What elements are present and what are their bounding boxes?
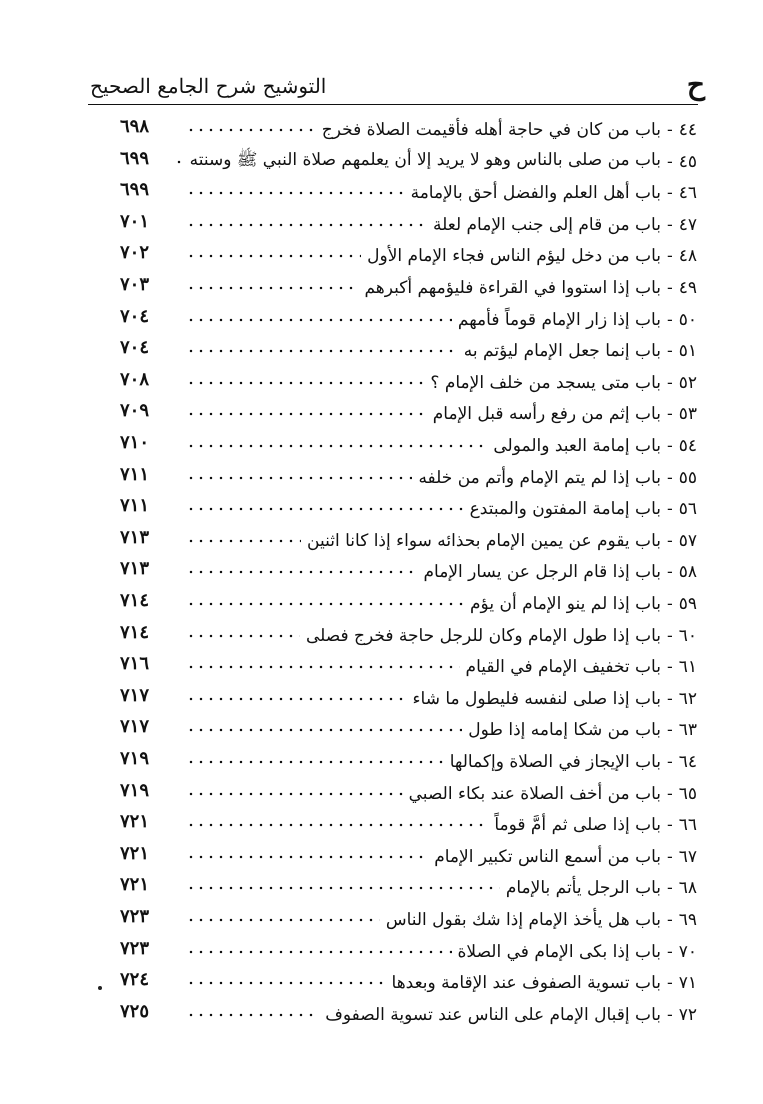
toc-page-number: ٧٢٥ bbox=[120, 1000, 150, 1022]
toc-entry-number: ٦٥ bbox=[678, 783, 697, 804]
toc-entry-number: ٤٥ bbox=[678, 151, 697, 172]
toc-entry-dash: - bbox=[666, 910, 673, 930]
toc-leader-dots bbox=[186, 599, 464, 609]
toc-page-number: ٧٠٢ bbox=[120, 242, 150, 264]
toc-entry-title: باب إثم من رفع رأسه قبل الإمام bbox=[432, 404, 661, 425]
toc-entry bbox=[0, 620, 763, 652]
toc-page-number: ٧١٩ bbox=[120, 779, 150, 801]
toc-entry-title: باب من صلى بالناس وهو لا يريد إلا أن يعلمهم صلاة النبي ﷺ وسنته bbox=[189, 150, 661, 171]
toc-entry-dash: - bbox=[666, 278, 673, 298]
toc-entry-number: ٥٨ bbox=[678, 562, 697, 583]
toc-entry-dash: - bbox=[666, 183, 673, 204]
toc-entry-line bbox=[180, 114, 697, 146]
toc-page-number: ٧٠١ bbox=[120, 210, 150, 232]
toc-page-number: ٦٩٩ bbox=[120, 147, 150, 169]
stray-mark bbox=[98, 986, 102, 990]
toc-entry-line bbox=[180, 556, 697, 588]
toc-entry-title: باب إذا استووا في القراءة فليؤمهم أكبرهم bbox=[364, 278, 661, 298]
toc-leader-dots bbox=[186, 441, 487, 451]
toc-entry-number: ٤٧ bbox=[678, 214, 697, 235]
toc-leader-dots bbox=[186, 536, 301, 546]
toc-entry-title: باب من شكا إمامه إذا طول bbox=[468, 720, 661, 741]
toc-entry bbox=[0, 683, 763, 715]
toc-entry-line bbox=[180, 146, 697, 178]
toc-page-number: ٧٢١ bbox=[120, 874, 150, 896]
toc-entry-dash: - bbox=[666, 720, 673, 741]
toc-leader-dots bbox=[186, 757, 444, 767]
toc-page-number: ٧١٣ bbox=[120, 558, 150, 580]
toc-entry-dash: - bbox=[666, 846, 673, 867]
toc-entry-number: ٦١ bbox=[678, 657, 697, 678]
toc-leader-dots bbox=[186, 947, 452, 957]
toc-entry-line bbox=[180, 335, 697, 367]
toc-entry-number: ٦٦ bbox=[678, 815, 697, 836]
toc-leader-dots bbox=[186, 1010, 319, 1020]
toc-entry-dash: - bbox=[666, 341, 673, 362]
toc-page-number: ٧١٩ bbox=[120, 748, 150, 769]
toc-entry-line bbox=[180, 872, 697, 904]
toc-entry-title: باب إذا لم ينو الإمام أن يؤم bbox=[470, 594, 661, 614]
toc-entry-dash: - bbox=[666, 783, 673, 804]
toc-entry-number: ٦٨ bbox=[678, 878, 697, 899]
toc-entry-number: ٤٦ bbox=[678, 183, 697, 204]
toc-leader-dots bbox=[174, 157, 184, 167]
toc-entry bbox=[0, 177, 763, 209]
header-rule bbox=[88, 104, 698, 105]
toc-leader-dots bbox=[186, 125, 316, 135]
toc-entry-number: ٥٣ bbox=[678, 404, 697, 425]
toc-entry-number: ٥٤ bbox=[678, 436, 697, 456]
toc-leader-dots bbox=[186, 188, 405, 198]
toc-entry bbox=[0, 367, 763, 399]
toc-entry-title: باب إنما جعل الإمام ليؤتم به bbox=[463, 341, 661, 362]
toc-entry-line bbox=[180, 809, 697, 841]
toc-leader-dots bbox=[186, 631, 300, 641]
toc-entry-title: باب إذا زار الإمام قوماً فأمهم bbox=[457, 309, 661, 330]
toc-entry-number: ٤٤ bbox=[678, 120, 697, 140]
toc-entry-dash: - bbox=[666, 151, 673, 172]
toc-page-number: ٧١٠ bbox=[120, 432, 150, 453]
toc-entry-line bbox=[180, 620, 697, 652]
toc-page-number: ٦٩٩ bbox=[120, 179, 150, 201]
toc-entry-dash: - bbox=[666, 214, 673, 235]
toc-entry-dash: - bbox=[666, 688, 673, 709]
toc-entry bbox=[0, 841, 763, 873]
toc-entry-number: ٧٢ bbox=[678, 1004, 697, 1025]
toc-leader-dots bbox=[186, 789, 403, 799]
toc-leader-dots bbox=[186, 567, 418, 577]
toc-entry bbox=[0, 904, 763, 936]
toc-leader-dots bbox=[186, 820, 488, 830]
toc-entry bbox=[0, 114, 763, 146]
toc-entry-line bbox=[180, 967, 697, 999]
toc-entry-title: باب أهل العلم والفضل أحق بالإمامة bbox=[410, 183, 661, 204]
toc-entry-dash: - bbox=[666, 120, 673, 140]
toc-entry-dash: - bbox=[666, 657, 673, 678]
toc-entry-line bbox=[180, 651, 697, 683]
toc-page-number: ٧٠٤ bbox=[120, 305, 150, 327]
page-letter: ح bbox=[686, 68, 705, 101]
toc-entry-title: باب إذا صلى لنفسه فليطول ما شاء bbox=[412, 688, 661, 709]
toc-entry-dash: - bbox=[666, 594, 673, 614]
toc-entry-dash: - bbox=[666, 246, 673, 267]
toc-leader-dots bbox=[186, 409, 427, 419]
toc-leader-dots bbox=[186, 315, 452, 325]
toc-entry bbox=[0, 967, 763, 999]
toc-page-number: ٧١٤ bbox=[120, 590, 150, 611]
toc-entry-line bbox=[180, 904, 697, 936]
toc-entry-number: ٧١ bbox=[678, 973, 697, 994]
toc-entry-title: باب إذا طول الإمام وكان للرجل حاجة فخرج فصلى bbox=[305, 625, 661, 646]
toc-entry-line bbox=[180, 525, 697, 557]
toc-leader-dots bbox=[186, 694, 407, 704]
toc-entry-line bbox=[180, 240, 697, 272]
toc-leader-dots bbox=[186, 220, 427, 230]
toc-entry-dash: - bbox=[666, 625, 673, 646]
toc-entry-title: باب الرجل يأتم بالإمام bbox=[505, 878, 661, 899]
toc-page-number: ٧٠٣ bbox=[120, 274, 150, 295]
toc-entry-line bbox=[180, 778, 697, 810]
toc-page-number: ٧٢٣ bbox=[120, 937, 150, 959]
toc-entry-number: ٥٧ bbox=[678, 530, 697, 551]
toc-leader-dots bbox=[186, 346, 458, 356]
toc-entry-line bbox=[180, 683, 697, 715]
toc-entry-dash: - bbox=[666, 752, 673, 772]
toc-entry bbox=[0, 525, 763, 557]
toc-entry bbox=[0, 430, 763, 462]
toc-entry-dash: - bbox=[666, 404, 673, 425]
toc-entry-line bbox=[180, 304, 697, 336]
toc-entry-dash: - bbox=[666, 878, 673, 899]
toc-entry bbox=[0, 209, 763, 241]
toc-entry-dash: - bbox=[666, 530, 673, 551]
toc-entry-dash: - bbox=[666, 815, 673, 836]
toc-entry-title: باب من كان في حاجة أهله فأقيمت الصلاة فخرج bbox=[321, 120, 661, 140]
toc-entry-dash: - bbox=[666, 372, 673, 393]
toc-entry-line bbox=[180, 272, 697, 304]
toc-entry-dash: - bbox=[666, 467, 673, 488]
toc-entry-title: باب هل يأخذ الإمام إذا شك بقول الناس bbox=[385, 910, 661, 930]
toc-entry bbox=[0, 746, 763, 778]
toc-page-number: ٧١١ bbox=[120, 463, 150, 485]
toc-entry-title: باب تخفيف الإمام في القيام bbox=[465, 657, 661, 678]
toc-entry-line bbox=[180, 367, 697, 399]
toc-entry-number: ٦٩ bbox=[678, 910, 697, 930]
toc-entry-line bbox=[180, 999, 697, 1031]
toc-entry bbox=[0, 714, 763, 746]
toc-entry-number: ٥٦ bbox=[678, 499, 697, 520]
toc-entry-line bbox=[180, 398, 697, 430]
toc-entry-title: باب إقبال الإمام على الناس عند تسوية الصفوف bbox=[325, 1004, 661, 1025]
toc-entry-title: باب من أسمع الناس تكبير الإمام bbox=[434, 846, 661, 867]
toc-entry bbox=[0, 493, 763, 525]
toc-leader-dots bbox=[186, 883, 500, 893]
toc-entry bbox=[0, 588, 763, 620]
toc-entry-dash: - bbox=[666, 1004, 673, 1025]
toc-page-number: ٧٠٤ bbox=[120, 337, 150, 359]
toc-entry-dash: - bbox=[666, 973, 673, 994]
toc-entry-number: ٥٠ bbox=[678, 309, 697, 330]
toc-page-number: ٧١١ bbox=[120, 495, 150, 517]
toc-entry-title: باب من دخل ليؤم الناس فجاء الإمام الأول bbox=[367, 246, 661, 267]
toc-entry bbox=[0, 556, 763, 588]
toc-page-number: ٧١٦ bbox=[120, 653, 150, 675]
toc-leader-dots bbox=[186, 852, 428, 862]
toc-leader-dots bbox=[186, 915, 380, 925]
toc-entry-line bbox=[180, 746, 697, 778]
toc-entry-number: ٧٠ bbox=[678, 941, 697, 962]
toc-entry-title: باب إذا قام الرجل عن يسار الإمام bbox=[423, 562, 661, 583]
toc-entry bbox=[0, 778, 763, 810]
toc-entry-title: باب من قام إلى جنب الإمام لعلة bbox=[433, 214, 661, 235]
toc-leader-dots bbox=[186, 283, 358, 293]
toc-page-number: ٧٠٩ bbox=[120, 400, 150, 422]
toc-entry bbox=[0, 936, 763, 968]
toc-entry-dash: - bbox=[666, 309, 673, 330]
toc-page-number: ٧١٤ bbox=[120, 621, 150, 643]
toc-entry-dash: - bbox=[666, 436, 673, 456]
toc-leader-dots bbox=[186, 378, 424, 388]
toc-entry bbox=[0, 462, 763, 494]
toc-entry-number: ٦٢ bbox=[678, 688, 697, 709]
toc-leader-dots bbox=[186, 504, 464, 514]
toc-entry-line bbox=[180, 936, 697, 968]
toc-entry-title: باب يقوم عن يمين الإمام بحذائه سواء إذا كانا اثنين bbox=[307, 530, 661, 551]
toc-entry bbox=[0, 272, 763, 304]
toc-leader-dots bbox=[186, 473, 412, 483]
toc-entry-title: باب متى يسجد من خلف الإمام ؟ bbox=[430, 372, 661, 393]
toc-leader-dots bbox=[186, 725, 462, 735]
toc-entry-line bbox=[180, 177, 697, 209]
toc-entry-title: باب إذا لم يتم الإمام وأتم من خلفه bbox=[418, 467, 661, 488]
toc-leader-dots bbox=[186, 978, 386, 988]
toc-page-number: ٧٢١ bbox=[120, 811, 150, 833]
toc-entry-title: باب تسوية الصفوف عند الإقامة وبعدها bbox=[391, 973, 661, 994]
toc-entry-number: ٥٢ bbox=[678, 372, 697, 393]
toc-entry-title: باب الإيجاز في الصلاة وإكمالها bbox=[449, 752, 661, 772]
toc-page-number: ٧٢١ bbox=[120, 842, 150, 864]
toc-entry bbox=[0, 872, 763, 904]
toc-entry-title: باب إذا صلى ثم أمَّ قوماً bbox=[494, 815, 661, 836]
toc-page-number: ٧٠٨ bbox=[120, 368, 150, 390]
toc-entry-dash: - bbox=[666, 941, 673, 962]
toc-entry-number: ٥١ bbox=[678, 341, 697, 362]
toc-page-number: ٧١٣ bbox=[120, 526, 150, 548]
running-title: التوشيح شرح الجامع الصحيح bbox=[90, 74, 327, 98]
toc-entry-line bbox=[180, 430, 697, 462]
toc-page-number: ٧٢٤ bbox=[120, 969, 150, 991]
toc-entry bbox=[0, 809, 763, 841]
toc-entry bbox=[0, 335, 763, 367]
toc-page-number: ٧١٧ bbox=[120, 684, 150, 706]
toc-entry-number: ٤٨ bbox=[678, 246, 697, 267]
toc-entry-number: ٥٩ bbox=[678, 594, 697, 614]
toc-entry-line bbox=[180, 493, 697, 525]
toc-entry-line bbox=[180, 462, 697, 494]
toc-leader-dots bbox=[186, 662, 460, 672]
toc-entry bbox=[0, 999, 763, 1031]
toc-entry bbox=[0, 304, 763, 336]
toc-page-number: ٧٢٣ bbox=[120, 906, 150, 927]
toc-entry-line bbox=[180, 714, 697, 746]
toc-entry-number: ٦٧ bbox=[678, 846, 697, 867]
toc-entry-number: ٤٩ bbox=[678, 278, 697, 298]
toc-entry-number: ٦٣ bbox=[678, 720, 697, 741]
toc-entry-title: باب إذا بكى الإمام في الصلاة bbox=[457, 941, 661, 962]
toc-entry-number: ٦٠ bbox=[678, 625, 697, 646]
toc-entry-line bbox=[180, 209, 697, 241]
toc-page-number: ٦٩٨ bbox=[120, 116, 150, 137]
toc-entry-number: ٥٥ bbox=[678, 467, 697, 488]
page-header bbox=[0, 0, 763, 110]
toc-entry bbox=[0, 146, 763, 178]
toc-leader-dots bbox=[186, 251, 361, 261]
toc-entry bbox=[0, 240, 763, 272]
toc-entry-title: باب من أخف الصلاة عند بكاء الصبي bbox=[408, 783, 661, 804]
toc-page-number: ٧١٧ bbox=[120, 716, 150, 738]
toc-entry-line bbox=[180, 841, 697, 873]
toc-entry-title: باب إمامة العبد والمولى bbox=[493, 436, 661, 456]
toc-entry-line bbox=[180, 588, 697, 620]
toc-entry-dash: - bbox=[666, 562, 673, 583]
toc-entry bbox=[0, 398, 763, 430]
toc-entry bbox=[0, 651, 763, 683]
toc-entry-dash: - bbox=[666, 499, 673, 520]
toc-entry-number: ٦٤ bbox=[678, 752, 697, 772]
toc-entry-title: باب إمامة المفتون والمبتدع bbox=[469, 499, 661, 520]
